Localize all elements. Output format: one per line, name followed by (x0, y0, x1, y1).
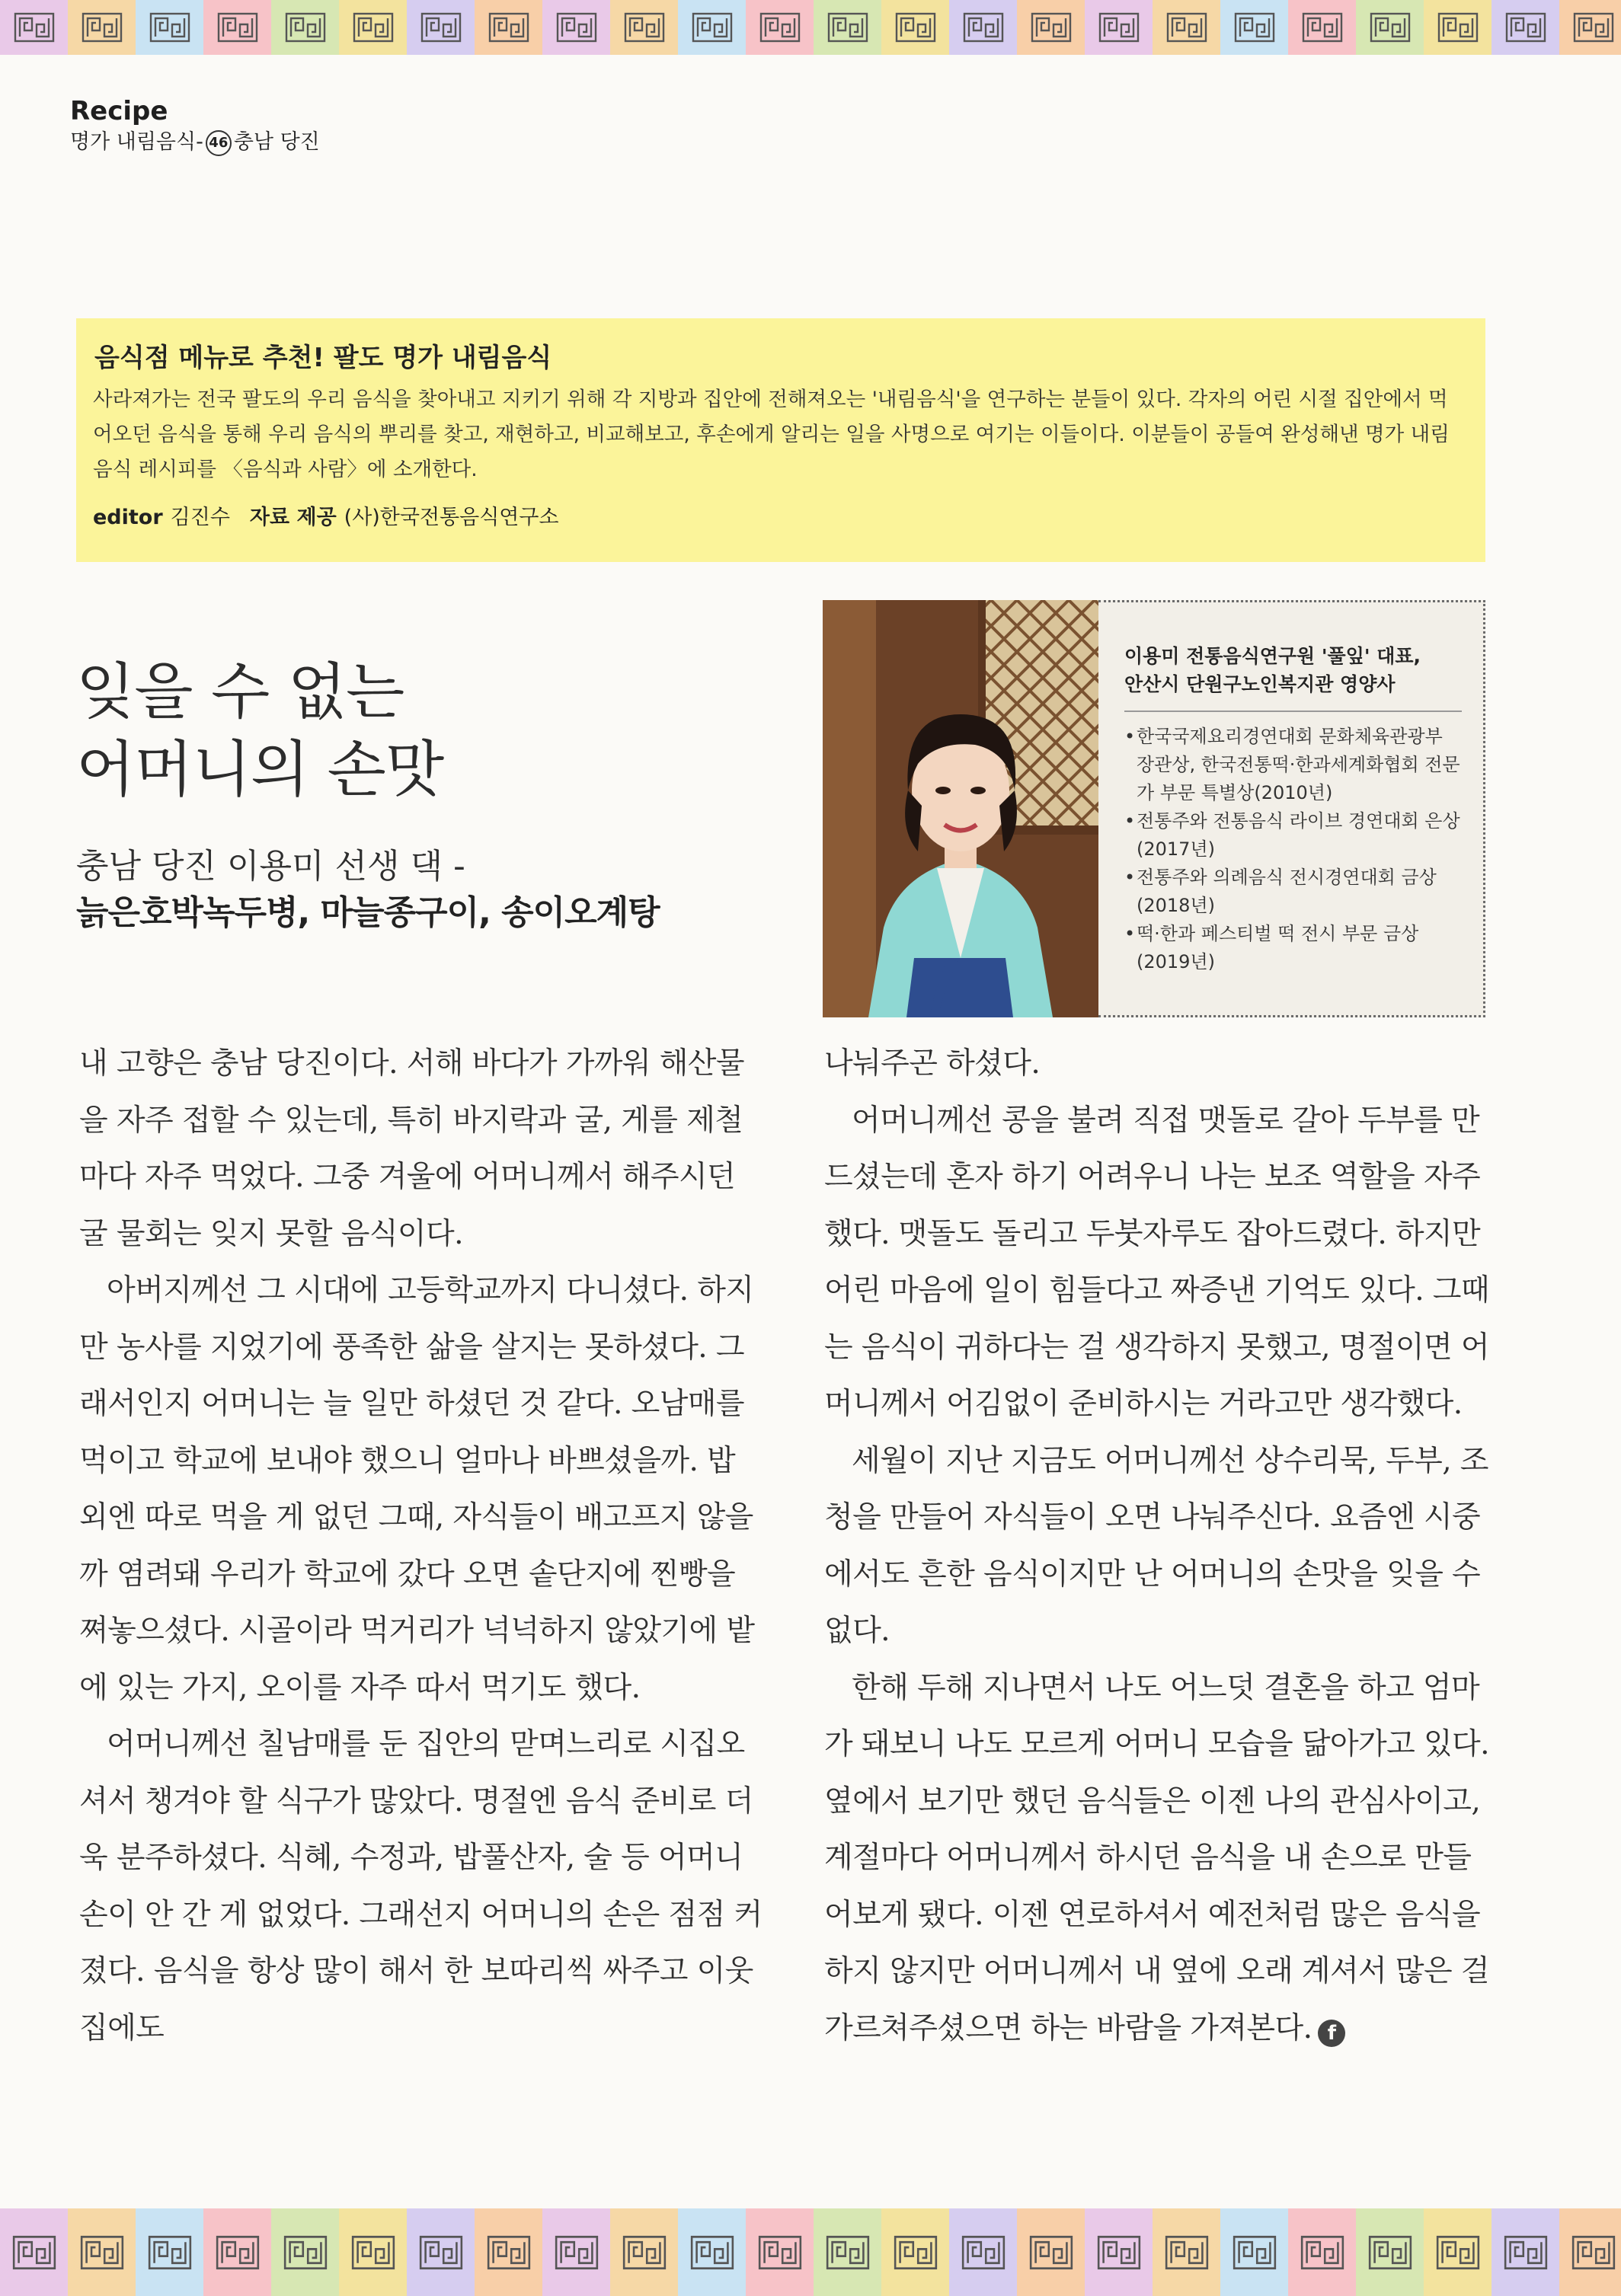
profile-box (1098, 600, 1485, 1017)
border-tile (610, 0, 678, 55)
border-tile (407, 0, 475, 55)
border-tile (814, 0, 881, 55)
border-tile (1424, 2208, 1492, 2296)
fret-pattern-icon (556, 12, 597, 43)
fret-pattern-icon (1234, 12, 1275, 43)
end-mark-icon: f (1318, 2020, 1345, 2047)
border-tile (1492, 0, 1559, 55)
fret-pattern-icon (1029, 2235, 1073, 2270)
fret-pattern-icon (555, 2235, 599, 2270)
award-item: • 한국국제요리경연대회 문화체육관광부 장관상, 한국전통떡·한과세계화협회 전문가 부문 특별상(2010년) (1124, 723, 1462, 807)
border-tile (475, 2208, 542, 2296)
decorative-border-bottom (0, 2208, 1621, 2296)
series-number-badge: 46 (206, 130, 232, 156)
border-tile (610, 2208, 678, 2296)
fret-pattern-icon (419, 2235, 463, 2270)
fret-pattern-icon (1031, 12, 1072, 43)
border-tile (1085, 2208, 1153, 2296)
border-tile (814, 2208, 881, 2296)
fret-pattern-icon (283, 2235, 328, 2270)
fret-pattern-icon (1437, 12, 1479, 43)
fret-pattern-icon (353, 12, 394, 43)
fret-pattern-icon (1505, 12, 1546, 43)
fret-pattern-icon (1098, 12, 1140, 43)
border-tile (339, 2208, 407, 2296)
body-paragraph: 나눠주곤 하셨다. (824, 1046, 1041, 1081)
series-suffix: 충남 당진 (233, 130, 320, 154)
fret-pattern-icon (488, 12, 529, 43)
fret-pattern-icon (1233, 2235, 1277, 2270)
body-column-right (824, 1036, 1495, 2057)
award-item: • 전통주와 전통음식 라이브 경연대회 은상(2017년) (1124, 807, 1462, 864)
article-title (76, 653, 443, 809)
border-tile (0, 2208, 68, 2296)
body-paragraph: 어머니께선 콩을 불려 직접 맷돌로 갈아 두부를 만드셨는데 혼자 하기 어려우니 나는 보조 역할을 자주 했다. 맷돌도 돌리고 두붓자루도 잡아드렸다. 하지만 어린 마음에 일이 힘들다고 짜증낸 기억도 있다. 그때는 음식이 귀하다는 걸 생각하지 못했고, 명절이면 어머니께서 어김없이 준비하시는 거라고만 생각했다. (824, 1103, 1489, 1421)
border-tile (0, 0, 68, 55)
fret-pattern-icon (895, 12, 936, 43)
profile-name-line-2: 안산시 단원구노인복지관 영양사 (1124, 673, 1396, 695)
fret-pattern-icon (1097, 2235, 1141, 2270)
border-tile (1220, 2208, 1288, 2296)
border-tile (1220, 0, 1288, 55)
intro-body: 사라져가는 전국 팔도의 우리 음식을 찾아내고 지키기 위해 각 지방과 집안에 전해져오는 '내림음식'을 연구하는 분들이 있다. 각자의 어린 시절 집안에서 먹어오던 음식을 통해 우리 음식의 뿌리를 찾고, 재현하고, 비교해보고, 후손에게 알리는 일을 사명으로 여기는 이들이다. 이분들이 공들여 완성해낸 명가 내림음식 레시피를 〈음식과 사람〉에 소개한다. (93, 388, 1450, 481)
border-tile (746, 0, 814, 55)
fret-pattern-icon (148, 2235, 192, 2270)
border-tile (136, 0, 203, 55)
source-name: (사)한국전통음식연구소 (344, 506, 559, 529)
fret-pattern-icon (1573, 12, 1614, 43)
title-line-2: 어머니의 손맛 (76, 734, 444, 805)
border-tile (1288, 2208, 1356, 2296)
subtitle-line-1: 충남 당진 이용미 선생 댁 - (76, 847, 465, 886)
award-item: • 떡·한과 페스티벌 떡 전시 부문 금상(2019년) (1124, 920, 1462, 976)
fret-pattern-icon (827, 12, 868, 43)
border-tile (271, 2208, 339, 2296)
body-paragraph: 내 고향은 충남 당진이다. 서해 바다가 가까워 해산물을 자주 접할 수 있는데, 특히 바지락과 굴, 게를 제철마다 자주 먹었다. 그중 겨울에 어머니께서 해주시던 굴 물회는 잊지 못할 음식이다. (79, 1046, 744, 1251)
fret-pattern-icon (12, 2235, 56, 2270)
fret-pattern-icon (351, 2235, 395, 2270)
fret-pattern-icon (216, 2235, 260, 2270)
profile-divider (1124, 711, 1462, 712)
border-tile (271, 0, 339, 55)
border-tile (949, 0, 1017, 55)
fret-pattern-icon (759, 12, 801, 43)
award-item: • 전통주와 의례음식 전시경연대회 금상(2018년) (1124, 864, 1462, 920)
portrait-illustration (823, 600, 1098, 1017)
fret-pattern-icon (82, 12, 123, 43)
fret-pattern-icon (1166, 12, 1207, 43)
fret-pattern-icon (14, 12, 55, 43)
border-tile (746, 2208, 814, 2296)
portrait-photo (823, 600, 1098, 1017)
fret-pattern-icon (217, 12, 258, 43)
editor-label: editor (93, 506, 163, 529)
fret-pattern-icon (1300, 2235, 1344, 2270)
fret-pattern-icon (1302, 12, 1343, 43)
fret-pattern-icon (1368, 2235, 1412, 2270)
body-paragraph: 세월이 지난 지금도 어머니께선 상수리묵, 두부, 조청을 만들어 자식들이 오면 나눠주신다. 요즘엔 시중에서도 흔한 음식이지만 난 어머니의 손맛을 잊을 수 없다. (824, 1443, 1488, 1648)
fret-pattern-icon (1504, 2235, 1548, 2270)
series-prefix: 명가 내림음식- (70, 130, 203, 154)
profile-name (1124, 642, 1462, 698)
fret-pattern-icon (1436, 2235, 1480, 2270)
border-tile (339, 0, 407, 55)
border-tile (203, 2208, 271, 2296)
border-tile (203, 0, 271, 55)
intro-box (76, 318, 1485, 562)
border-tile (1153, 0, 1220, 55)
border-tile (407, 2208, 475, 2296)
fret-pattern-icon (624, 12, 665, 43)
fret-pattern-icon (1571, 2235, 1616, 2270)
border-tile (1559, 2208, 1621, 2296)
fret-pattern-icon (826, 2235, 870, 2270)
border-tile (1085, 0, 1153, 55)
border-tile (1288, 0, 1356, 55)
article-subtitle (76, 844, 660, 937)
body-paragraph: 어머니께선 칠남매를 둔 집안의 맏며느리로 시집오셔서 챙겨야 할 식구가 많았다. 명절엔 음식 준비로 더욱 분주하셨다. 식혜, 수정과, 밥풀산자, 술 등 어머니 손이 안 간 게 없었다. 그래선지 어머니의 손은 점점 커졌다. 음식을 항상 많이 해서 한 보따리씩 싸주고 이웃집에도 (79, 1727, 763, 2045)
border-tile (1017, 0, 1085, 55)
fret-pattern-icon (1370, 12, 1411, 43)
border-tile (1424, 0, 1492, 55)
subtitle-dish-names: 늙은호박녹두병, 마늘종구이, 송이오계탕 (76, 893, 660, 932)
award-list (1124, 723, 1462, 976)
body-paragraph: 아버지께선 그 시대에 고등학교까지 다니셨다. 하지만 농사를 지었기에 풍족한 삶을 살지는 못하셨다. 그래서인지 어머니는 늘 일만 하셨던 것 같다. 오남매를 먹이고 학교에 보내야 했으니 얼마나 바쁘셨을까. 밥 외엔 따로 먹을 게 없던 그때, 자식들이 배고프지 않을까 염려돼 우리가 학교에 갔다 오면 솥단지에 찐빵을 쪄놓으셨다. 시골이라 먹거리가 넉넉하지 않았기에 밭에 있는 가지, 오이를 자주 따서 먹기도 했다. (79, 1273, 755, 1705)
border-tile (949, 2208, 1017, 2296)
fret-pattern-icon (285, 12, 326, 43)
section-label: Recipe (70, 96, 168, 126)
border-tile (542, 0, 610, 55)
fret-pattern-icon (692, 12, 733, 43)
border-tile (678, 0, 746, 55)
profile-name-line-1: 이용미 전통음식연구원 '풀잎' 대표, (1124, 645, 1421, 667)
fret-pattern-icon (420, 12, 462, 43)
title-line-1: 잊을 수 없는 (76, 656, 404, 727)
border-tile (1356, 0, 1424, 55)
body-paragraph-text: 한해 두해 지나면서 나도 어느덧 결혼을 하고 엄마가 돼보니 나도 모르게 어머니 모습을 닮아가고 있다. 옆에서 보기만 했던 음식들은 이젠 나의 관심사이고, 계절마다 어머니께서 하시던 음식을 내 손으로 만들어보게 됐다. 이젠 연로하셔서 예전처럼 많은 음식을 하지 않지만 어머니께서 내 옆에 오래 계셔서 많은 걸 가르쳐주셨으면 하는 바람을 가져본다. (824, 1670, 1489, 2045)
fret-pattern-icon (758, 2235, 802, 2270)
series-label (70, 128, 320, 157)
credits (93, 503, 1455, 533)
fret-pattern-icon (894, 2235, 938, 2270)
fret-pattern-icon (690, 2235, 734, 2270)
fret-pattern-icon (149, 12, 190, 43)
border-tile (136, 2208, 203, 2296)
body-column-left (79, 1036, 765, 2057)
fret-pattern-icon (963, 12, 1004, 43)
border-tile (1492, 2208, 1559, 2296)
border-tile (1017, 2208, 1085, 2296)
border-tile (475, 0, 542, 55)
page-header (70, 96, 320, 157)
body-paragraph-final (824, 1660, 1495, 2058)
source-label: 자료 제공 (249, 506, 337, 529)
fret-pattern-icon (961, 2235, 1006, 2270)
editor-name: 김진수 (170, 506, 230, 529)
fret-pattern-icon (80, 2235, 124, 2270)
border-tile (1559, 0, 1621, 55)
decorative-border-top (0, 0, 1621, 55)
fret-pattern-icon (487, 2235, 531, 2270)
border-tile (881, 0, 949, 55)
fret-pattern-icon (622, 2235, 667, 2270)
border-tile (1356, 2208, 1424, 2296)
border-tile (68, 0, 136, 55)
border-tile (881, 2208, 949, 2296)
intro-heading: 음식점 메뉴로 추천! 팔도 명가 내림음식 (94, 343, 552, 373)
border-tile (68, 2208, 136, 2296)
border-tile (678, 2208, 746, 2296)
fret-pattern-icon (1165, 2235, 1209, 2270)
border-tile (1153, 2208, 1220, 2296)
border-tile (542, 2208, 610, 2296)
